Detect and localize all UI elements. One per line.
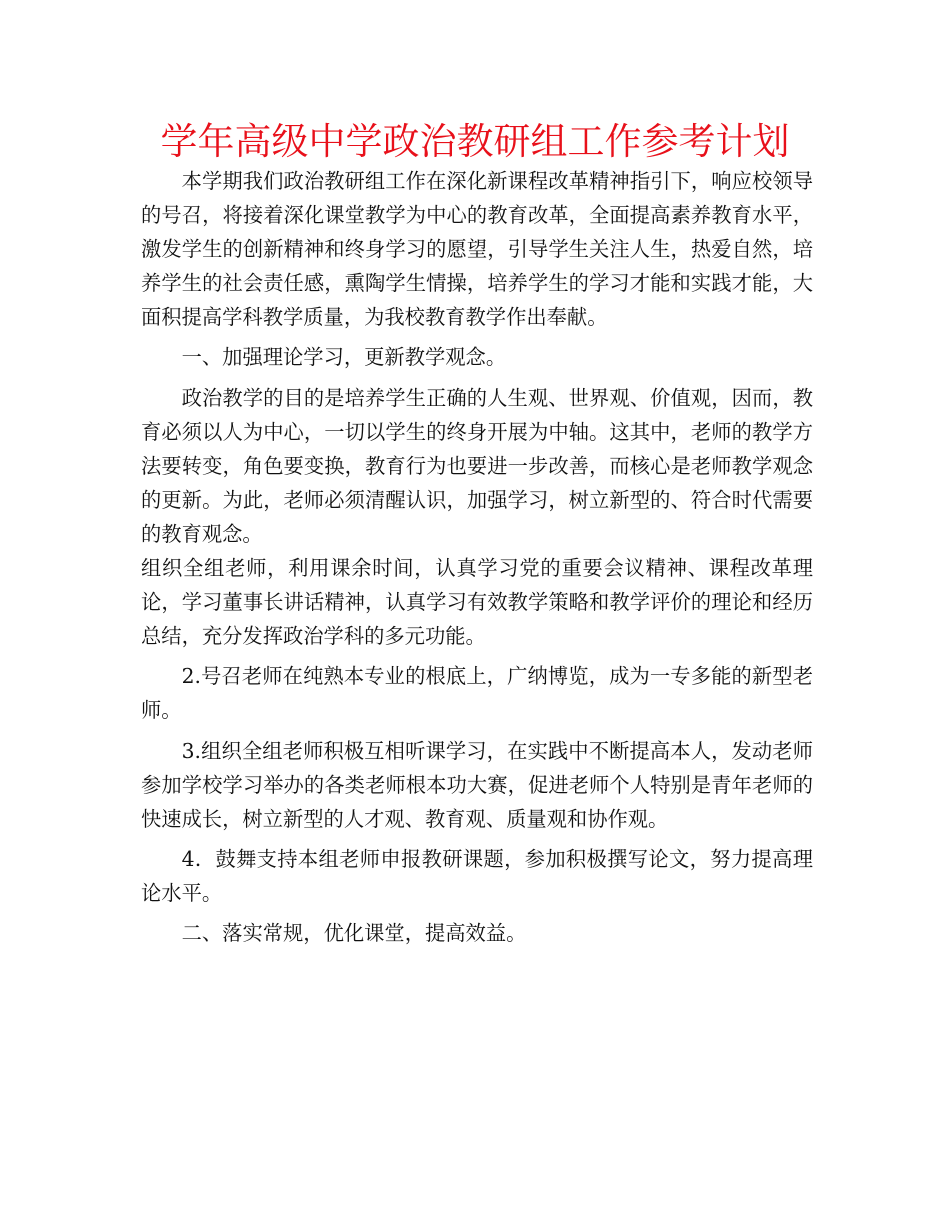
section-heading-1: 一、加强理论学习，更新教学观念。 [181,345,507,370]
section-heading-2: 二、落实常规，优化课堂，提高效益。 [181,920,527,945]
paragraph-teaching-purpose: 政治教学的目的是培养学生正确的人生观、世界观、价值观，因而，教育必须以人为中心，一切以学生的终身开展为中轴。这其中，老师的教学方法要转变，角色要变换，教育行为也要进一步改善，而核心是老师教学观念的更新。为此，老师必须清醒认识，加强学习，树立新型的、符合时代需要的教育观念。 [141,385,813,546]
document-title: 学年高级中学政治教研组工作参考计划 [160,120,790,163]
list-item-3: 3.组织全组老师积极互相听课学习，在实践中不断提高本人，发动老师参加学校学习举办的各类老师根本功大赛，促进老师个人特别是青年老师的快速成长，树立新型的人才观、教育观、质量观和协作观。 [141,738,813,831]
document-body [141,164,813,950]
paragraph-organize-study: 组织全组老师，利用课余时间，认真学习党的重要会议精神、课程改革理论，学习董事长讲话精神，认真学习有效教学策略和教学评价的理论和经历总结，充分发挥政治学科的多元功能。 [141,556,813,649]
intro-paragraph: 本学期我们政治教研组工作在深化新课程改革精神指引下，响应校领导的号召，将接着深化课堂教学为中心的教育改革，全面提高素养教育水平，激发学生的创新精神和终身学习的愿望，引导学生关注人生，热爱自然，培养学生的社会责任感，熏陶学生情操，培养学生的学习才能和实践才能，大面积提高学科教学质量，为我校教育教学作出奉献。 [141,169,813,330]
list-item-2: 2.号召老师在纯熟本专业的根底上，广纳博览，成为一专多能的新型老师。 [141,664,813,723]
list-item-4: 4．鼓舞支持本组老师申报教研课题，参加积极撰写论文，努力提高理论水平。 [141,846,813,905]
